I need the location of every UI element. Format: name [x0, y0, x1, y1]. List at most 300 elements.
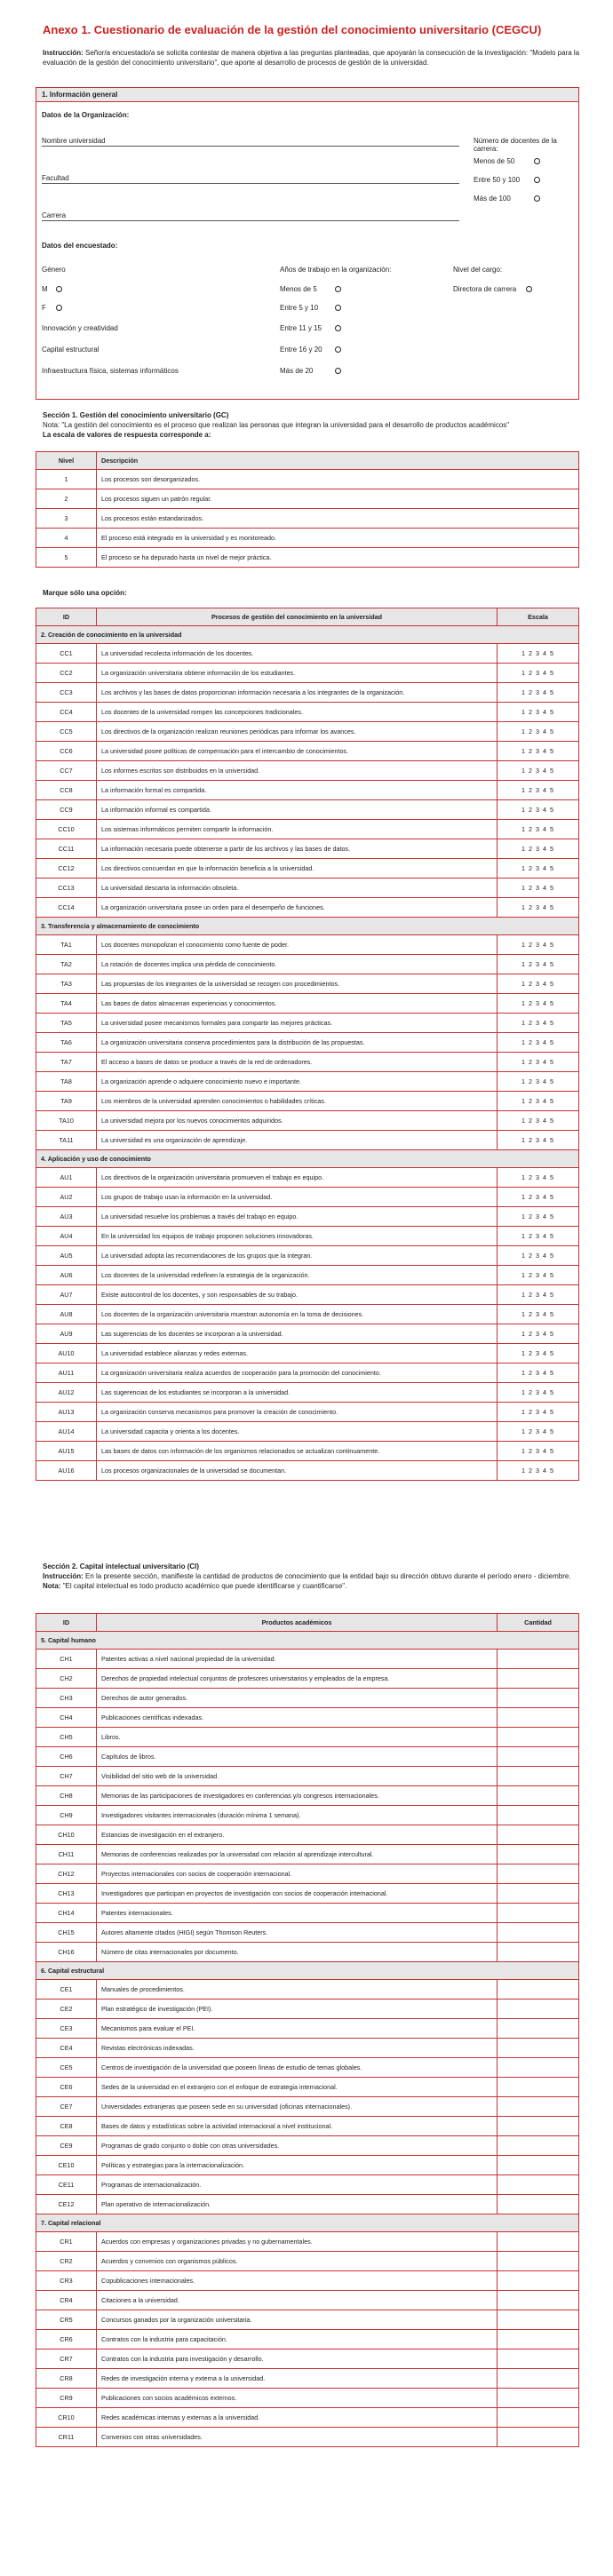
- ci-product: Redes de investigación interna y externa a la universidad.: [97, 2369, 498, 2389]
- capital-item-3: Infraestructura física, sistemas informáticos: [42, 367, 179, 375]
- ci-id: CR8: [36, 2369, 97, 2389]
- ci-id: CR2: [36, 2252, 97, 2271]
- gc-scale-options[interactable]: 1 2 3 4 5: [498, 800, 579, 820]
- gc-process: Los informes escritos son distribuidos en la universidad.: [97, 761, 498, 781]
- gc-row: [36, 1285, 579, 1305]
- gc-process: Los archivos y las bases de datos proporcionan información necesaria a los integrantes de la organización.: [97, 683, 498, 703]
- ci-id: CE11: [36, 2175, 97, 2195]
- years-option-5-radio[interactable]: [335, 368, 341, 374]
- gc-scale-options[interactable]: 1 2 3 4 5: [498, 761, 579, 781]
- ci-row: [36, 1845, 579, 1864]
- scale-level: 4: [36, 529, 97, 548]
- ci-quantity-field[interactable]: [498, 2330, 579, 2349]
- gc-process: La universidad es una organización de aprendizaje.: [97, 1131, 498, 1150]
- years-option-3-label: Entre 11 y 15: [280, 324, 322, 332]
- gc-row: [36, 1014, 579, 1033]
- gc-scale-options[interactable]: 1 2 3 4 5: [498, 1246, 579, 1266]
- years-option-2-radio[interactable]: [335, 305, 341, 311]
- gc-row: [36, 974, 579, 994]
- gc-scale-options[interactable]: 1 2 3 4 5: [498, 722, 579, 742]
- section2-note-text: "El capital intelectual es todo producto académico que puede identificarse y cuantificarse".: [62, 1582, 347, 1590]
- ci-table-header: [36, 1614, 579, 1632]
- ci-id: CR11: [36, 2428, 97, 2447]
- gc-id: AU3: [36, 1207, 97, 1227]
- years-option-2-label: Entre 5 y 10: [280, 304, 319, 312]
- gender-m-label: M: [42, 285, 48, 293]
- ci-row: [36, 1650, 579, 1669]
- scale-row: [36, 489, 579, 509]
- ci-quantity-field[interactable]: [498, 2175, 579, 2195]
- years-option-4-radio[interactable]: [335, 346, 341, 353]
- gc-id: AU16: [36, 1461, 97, 1481]
- gc-process: La organización universitaria posee un orden para el desempeño de funciones.: [97, 898, 498, 918]
- gc-scale-options[interactable]: 1 2 3 4 5: [498, 974, 579, 994]
- gc-id: AU7: [36, 1285, 97, 1305]
- ci-quantity-field[interactable]: [498, 2310, 579, 2330]
- gc-id: AU5: [36, 1246, 97, 1266]
- ci-id: CH14: [36, 1904, 97, 1923]
- gc-row: [36, 1131, 579, 1150]
- ci-group-title: 5. Capital humano: [36, 1632, 579, 1650]
- scale-row: [36, 548, 579, 568]
- gc-process: Existe autocontrol de los docentes, y son responsables de su trabajo.: [97, 1285, 498, 1305]
- gc-scale-options[interactable]: 1 2 3 4 5: [498, 781, 579, 800]
- gc-process: Los directivos de la organización realizan reuniones periódicas para informar los avances.: [97, 722, 498, 742]
- ci-quantity-field[interactable]: [498, 1786, 579, 1806]
- gc-id: TA5: [36, 1014, 97, 1033]
- gc-process: La organización universitaria realiza acuerdos de cooperación para la promoción del conocimiento.: [97, 1364, 498, 1383]
- gc-process: Los docentes de la universidad rompen las concepciones tradicionales.: [97, 703, 498, 722]
- section2-note-label: Nota:: [43, 1582, 61, 1590]
- ci-row: [36, 2428, 579, 2447]
- ci-product: Estancias de investigación en el extranjero.: [97, 1825, 498, 1845]
- ci-quantity-field[interactable]: [498, 1904, 579, 1923]
- gc-id: TA9: [36, 1092, 97, 1111]
- gc-scale-options[interactable]: 1 2 3 4 5: [498, 1364, 579, 1383]
- gc-row: [36, 935, 579, 955]
- gc-scale-options[interactable]: 1 2 3 4 5: [498, 742, 579, 761]
- section1-heading: [43, 410, 585, 440]
- gc-id: TA4: [36, 994, 97, 1014]
- scale-level: 2: [36, 489, 97, 509]
- ci-id: CH4: [36, 1708, 97, 1728]
- ci-quantity-field[interactable]: [498, 2156, 579, 2175]
- faculty-label: Facultad: [42, 174, 69, 182]
- gc-scale-options[interactable]: 1 2 3 4 5: [498, 1014, 579, 1033]
- section2-instruction-text: En la presente sección, manifieste la cantidad de productos de conocimiento que la entidad bajo su dirección obtuvo durante el período enero - diciembre.: [85, 1572, 571, 1580]
- ci-id: CH15: [36, 1923, 97, 1943]
- gc-row: [36, 1188, 579, 1207]
- career-field[interactable]: [42, 220, 459, 221]
- ci-id: CH12: [36, 1864, 97, 1884]
- gc-process: La rotación de docentes implica una pérdida de conocimiento.: [97, 955, 498, 974]
- ci-quantity-field[interactable]: [498, 2291, 579, 2310]
- gc-process: La universidad posee políticas de compensación para el intercambio de conocimientos.: [97, 742, 498, 761]
- gc-id: TA6: [36, 1033, 97, 1053]
- gc-process: La universidad adopta las recomendaciones de los grupos que la integran.: [97, 1246, 498, 1266]
- gc-process: La universidad establece alianzas y redes externas.: [97, 1344, 498, 1364]
- gc-process: La universidad capacita y orienta a los docentes.: [97, 1422, 498, 1442]
- ci-id: CE1: [36, 1980, 97, 2000]
- ci-row: [36, 2330, 579, 2349]
- scale-row: [36, 529, 579, 548]
- gc-process: La universidad recolecta información de los docentes.: [97, 644, 498, 664]
- gc-scale-options[interactable]: 1 2 3 4 5: [498, 1207, 579, 1227]
- gc-id: CC13: [36, 879, 97, 898]
- gc-scale-options[interactable]: 1 2 3 4 5: [498, 1324, 579, 1344]
- gc-process: La información formal es compartida.: [97, 781, 498, 800]
- ci-row: [36, 2156, 579, 2175]
- ci-id: CH1: [36, 1650, 97, 1669]
- ci-header-id: ID: [36, 1614, 97, 1632]
- ci-row: [36, 2058, 579, 2078]
- gc-process: Los directivos de la organización universitaria promueven el trabajo en equipo.: [97, 1168, 498, 1188]
- ci-product: Redes académicas internas y externas a la universidad.: [97, 2408, 498, 2428]
- ci-product: Universidades extranjeras que poseen sede en su universidad (oficinas internacionales).: [97, 2097, 498, 2117]
- ci-row: [36, 2389, 579, 2408]
- ci-row: [36, 2175, 579, 2195]
- gc-group-row: [36, 626, 579, 644]
- ci-product: Plan estratégico de investigación (PEI).: [97, 2000, 498, 2019]
- gc-scale-options[interactable]: 1 2 3 4 5: [498, 1442, 579, 1461]
- gc-scale-options[interactable]: 1 2 3 4 5: [498, 1403, 579, 1422]
- ci-quantity-field[interactable]: [498, 1806, 579, 1825]
- ci-id: CR9: [36, 2389, 97, 2408]
- gc-id: CC5: [36, 722, 97, 742]
- gc-scale-options[interactable]: 1 2 3 4 5: [498, 1227, 579, 1246]
- scale-row: [36, 509, 579, 529]
- gc-row: [36, 898, 579, 918]
- teachers-option-2-radio[interactable]: [534, 177, 540, 183]
- ci-id: CH7: [36, 1767, 97, 1786]
- ci-product: Investigadores visitantes internacionales (duración mínima 1 semana).: [97, 1806, 498, 1825]
- scale-level: 1: [36, 470, 97, 489]
- gc-id: CC6: [36, 742, 97, 761]
- faculty-field[interactable]: [42, 183, 459, 184]
- gc-row: [36, 1246, 579, 1266]
- gc-row: [36, 1344, 579, 1364]
- gc-id: TA11: [36, 1131, 97, 1150]
- gc-scale-options[interactable]: 1 2 3 4 5: [498, 839, 579, 859]
- ci-quantity-field[interactable]: [498, 1767, 579, 1786]
- gc-scale-options[interactable]: 1 2 3 4 5: [498, 1285, 579, 1305]
- ci-quantity-field[interactable]: [498, 2136, 579, 2156]
- section1-scale-title: La escala de valores de respuesta corresponde a:: [43, 431, 211, 439]
- gc-table-header: [36, 608, 579, 626]
- gc-id: AU1: [36, 1168, 97, 1188]
- gc-process: Las bases de datos con información de los organismos relacionados se actualizan continuamente.: [97, 1442, 498, 1461]
- gc-scale-options[interactable]: 1 2 3 4 5: [498, 1383, 579, 1403]
- ci-product: Patentes activas a nivel nacional propiedad de la universidad.: [97, 1650, 498, 1669]
- gc-scale-options[interactable]: 1 2 3 4 5: [498, 935, 579, 955]
- gc-row: [36, 722, 579, 742]
- gc-process: La organización conserva mecanismos para promover la creación de conocimiento.: [97, 1403, 498, 1422]
- gc-row: [36, 1461, 579, 1481]
- scale-description: El proceso está integrado en la universidad y es monitoreado.: [97, 529, 579, 548]
- gc-process: Las bases de datos almacenan experiencias y conocimientos.: [97, 994, 498, 1014]
- ci-product: Patentes internacionales.: [97, 1904, 498, 1923]
- ci-quantity-field[interactable]: [498, 2349, 579, 2369]
- gc-scale-options[interactable]: 1 2 3 4 5: [498, 683, 579, 703]
- ci-row: [36, 1669, 579, 1689]
- ci-quantity-field[interactable]: [498, 1825, 579, 1845]
- gc-id: CC8: [36, 781, 97, 800]
- gc-id: AU11: [36, 1364, 97, 1383]
- ci-product: Publicaciones con socios académicos externos.: [97, 2389, 498, 2408]
- ci-id: CR7: [36, 2349, 97, 2369]
- gc-row: [36, 1072, 579, 1092]
- gender-f-radio[interactable]: [56, 305, 62, 311]
- gc-scale-options[interactable]: 1 2 3 4 5: [498, 1305, 579, 1324]
- gc-scale-options[interactable]: 1 2 3 4 5: [498, 1266, 579, 1285]
- gc-scale-options[interactable]: 1 2 3 4 5: [498, 644, 579, 664]
- ci-product: Copublicaciones internacionales.: [97, 2271, 498, 2291]
- ci-quantity-field[interactable]: [498, 1864, 579, 1884]
- gc-group-title: 3. Transferencia y almacenamiento de conocimiento: [36, 918, 579, 935]
- ci-product: Derechos de propiedad intelectual conjuntos de profesores universitarios y empleados de la empresa.: [97, 1669, 498, 1689]
- gc-id: TA7: [36, 1053, 97, 1072]
- gc-row: [36, 994, 579, 1014]
- gc-row: [36, 800, 579, 820]
- ci-quantity-field[interactable]: [498, 2195, 579, 2214]
- gc-group-title: 4. Aplicación y uso de conocimiento: [36, 1150, 579, 1168]
- ci-quantity-field[interactable]: [498, 2058, 579, 2078]
- years-label: Años de trabajo en la organización:: [280, 266, 392, 274]
- gc-scale-options[interactable]: 1 2 3 4 5: [498, 1033, 579, 1053]
- ci-quantity-field[interactable]: [498, 1728, 579, 1747]
- gc-row: [36, 879, 579, 898]
- scale-header-description: Descripción: [97, 452, 579, 470]
- gc-row: [36, 955, 579, 974]
- ci-row: [36, 2195, 579, 2214]
- ci-id: CR4: [36, 2291, 97, 2310]
- gc-scale-options[interactable]: 1 2 3 4 5: [498, 1131, 579, 1150]
- ci-id: CR5: [36, 2310, 97, 2330]
- section1-note: Nota: "La gestión del conocimiento es el proceso que realizan las personas que integran la universidad para el desarrollo de productos académicos": [43, 421, 510, 429]
- ci-quantity-field[interactable]: [498, 2389, 579, 2408]
- ci-id: CE12: [36, 2195, 97, 2214]
- intro-text: Señor/a encuestado/a se solicita contestar de manera objetiva a las preguntas planteadas, que apoyarán la consecución de la investigación: "Modelo para la evaluación de la gestión del conocimiento universitario", que aporte al desarrollo de procesos de gestión de la universidad.: [43, 49, 580, 67]
- ci-quantity-field[interactable]: [498, 1650, 579, 1669]
- ci-row: [36, 1767, 579, 1786]
- gc-row: [36, 1442, 579, 1461]
- gc-header-process: Procesos de gestión del conocimiento en la universidad: [97, 608, 498, 626]
- gc-scale-options[interactable]: 1 2 3 4 5: [498, 1053, 579, 1072]
- ci-row: [36, 2078, 579, 2097]
- ci-product: Convenios con otras universidades.: [97, 2428, 498, 2447]
- section2-heading: [43, 1562, 585, 1591]
- ci-product: Investigadores que participan en proyectos de investigación con socios de cooperación internacional.: [97, 1884, 498, 1904]
- gc-scale-options[interactable]: 1 2 3 4 5: [498, 664, 579, 683]
- gc-scale-options[interactable]: 1 2 3 4 5: [498, 1188, 579, 1207]
- ci-quantity-field[interactable]: [498, 2117, 579, 2136]
- years-option-3-radio[interactable]: [335, 325, 341, 331]
- ci-quantity-field[interactable]: [498, 1747, 579, 1767]
- position-option-1-radio[interactable]: [526, 286, 532, 292]
- ci-quantity-field[interactable]: [498, 1669, 579, 1689]
- gc-scale-options[interactable]: 1 2 3 4 5: [498, 703, 579, 722]
- scale-header-level: Nivel: [36, 452, 97, 470]
- ci-group-row: [36, 2214, 579, 2232]
- ci-quantity-field[interactable]: [498, 2369, 579, 2389]
- gc-id: CC14: [36, 898, 97, 918]
- ci-id: CE7: [36, 2097, 97, 2117]
- ci-product: Contratos con la industria para capacitación.: [97, 2330, 498, 2349]
- ci-row: [36, 2349, 579, 2369]
- gc-process: Los procesos organizacionales de la universidad se documentan.: [97, 1461, 498, 1481]
- gc-row: [36, 1033, 579, 1053]
- teachers-option-3-radio[interactable]: [534, 195, 540, 202]
- gc-scale-options[interactable]: 1 2 3 4 5: [498, 1111, 579, 1131]
- gc-process: El acceso a bases de datos se produce a través de la red de ordenadores.: [97, 1053, 498, 1072]
- ci-row: [36, 1923, 579, 1943]
- gc-table: [36, 608, 579, 1481]
- ci-id: CE4: [36, 2039, 97, 2058]
- university-name-label: Nombre universidad: [42, 137, 106, 145]
- ci-quantity-field[interactable]: [498, 2408, 579, 2428]
- gc-scale-options[interactable]: 1 2 3 4 5: [498, 1344, 579, 1364]
- ci-quantity-field[interactable]: [498, 2000, 579, 2019]
- gc-id: AU9: [36, 1324, 97, 1344]
- gc-id: TA10: [36, 1111, 97, 1131]
- ci-product: Libros.: [97, 1728, 498, 1747]
- ci-quantity-field[interactable]: [498, 2252, 579, 2271]
- gc-row: [36, 1168, 579, 1188]
- gc-row: [36, 1227, 579, 1246]
- gc-group-title: 2. Creación de conocimiento en la universidad: [36, 626, 579, 644]
- years-option-1-label: Menos de 5: [280, 285, 317, 293]
- ci-quantity-field[interactable]: [498, 2078, 579, 2097]
- teachers-option-1-radio[interactable]: [534, 158, 540, 164]
- section2-instruction: [43, 1571, 585, 1581]
- ci-group-row: [36, 1962, 579, 1980]
- gc-id: TA2: [36, 955, 97, 974]
- gc-scale-options[interactable]: 1 2 3 4 5: [498, 1422, 579, 1442]
- scale-description: El proceso se ha depurado hasta un nivel de mejor práctica.: [97, 548, 579, 568]
- gc-id: CC1: [36, 644, 97, 664]
- ci-quantity-field[interactable]: [498, 2428, 579, 2447]
- ci-quantity-field[interactable]: [498, 1980, 579, 2000]
- gc-process: La información informal es compartida.: [97, 800, 498, 820]
- gc-process: Los grupos de trabajo usan la información en la universidad.: [97, 1188, 498, 1207]
- ci-quantity-field[interactable]: [498, 2232, 579, 2252]
- career-label: Carrera: [42, 211, 67, 219]
- gc-id: AU6: [36, 1266, 97, 1285]
- ci-row: [36, 1980, 579, 2000]
- gc-group-row: [36, 918, 579, 935]
- ci-row: [36, 2117, 579, 2136]
- ci-quantity-field[interactable]: [498, 2019, 579, 2039]
- ci-quantity-field[interactable]: [498, 2271, 579, 2291]
- ci-row: [36, 2039, 579, 2058]
- gc-row: [36, 1111, 579, 1131]
- ci-quantity-field[interactable]: [498, 1708, 579, 1728]
- section2-instruction-label: Instrucción:: [43, 1572, 84, 1580]
- gc-process: Los directivos concuerdan en que la información beneficia a la universidad.: [97, 859, 498, 879]
- gc-scale-options[interactable]: 1 2 3 4 5: [498, 879, 579, 898]
- ci-header-product: Productos académicos: [97, 1614, 498, 1632]
- gc-row: [36, 781, 579, 800]
- ci-id: CE9: [36, 2136, 97, 2156]
- ci-id: CE10: [36, 2156, 97, 2175]
- ci-product: Manuales de procedimientos.: [97, 1980, 498, 2000]
- gc-id: AU2: [36, 1188, 97, 1207]
- ci-row: [36, 1884, 579, 1904]
- ci-id: CH6: [36, 1747, 97, 1767]
- gc-row: [36, 1364, 579, 1383]
- ci-product: Concursos ganados por la organización universitaria.: [97, 2310, 498, 2330]
- scale-description: Los procesos están estandarizados.: [97, 509, 579, 529]
- gc-header-scale: Escala: [498, 608, 579, 626]
- gc-row: [36, 664, 579, 683]
- ci-product: Políticas y estrategias para la internacionalización.: [97, 2156, 498, 2175]
- ci-product: Proyectos internacionales con socios de cooperación internacional.: [97, 1864, 498, 1884]
- ci-row: [36, 1825, 579, 1845]
- gc-id: CC9: [36, 800, 97, 820]
- ci-product: Programas de grado conjunto o doble con otras universidades.: [97, 2136, 498, 2156]
- scale-description: Los procesos son desorganizados.: [97, 470, 579, 489]
- ci-quantity-field[interactable]: [498, 1943, 579, 1962]
- ci-id: CH5: [36, 1728, 97, 1747]
- ci-quantity-field[interactable]: [498, 1884, 579, 1904]
- gc-scale-options[interactable]: 1 2 3 4 5: [498, 1092, 579, 1111]
- section2-note: [43, 1581, 585, 1591]
- university-name-field[interactable]: [42, 146, 459, 147]
- gc-row: [36, 1266, 579, 1285]
- gc-process: Los miembros de la universidad aprenden conocimientos o habilidades críticas.: [97, 1092, 498, 1111]
- ci-quantity-field[interactable]: [498, 1689, 579, 1708]
- gc-id: CC2: [36, 664, 97, 683]
- ci-quantity-field[interactable]: [498, 2097, 579, 2117]
- gc-id: AU14: [36, 1422, 97, 1442]
- ci-product: Memorias de conferencias realizadas por la universidad con relación al aprendizaje intercultural.: [97, 1845, 498, 1864]
- ci-id: CH10: [36, 1825, 97, 1845]
- gc-scale-options[interactable]: 1 2 3 4 5: [498, 955, 579, 974]
- scale-table: [36, 451, 579, 568]
- gc-id: CC10: [36, 820, 97, 839]
- gc-row: [36, 1207, 579, 1227]
- ci-row: [36, 2019, 579, 2039]
- ci-quantity-field[interactable]: [498, 1923, 579, 1943]
- intro-paragraph: [43, 48, 585, 68]
- gc-row: [36, 820, 579, 839]
- section1-title: Sección 1. Gestión del conocimiento universitario (GC): [43, 411, 229, 419]
- gc-process: Los sistemas informáticos permiten compartir la información.: [97, 820, 498, 839]
- gc-header-id: ID: [36, 608, 97, 626]
- years-option-1-radio[interactable]: [335, 286, 341, 292]
- gc-scale-options[interactable]: 1 2 3 4 5: [498, 820, 579, 839]
- position-option-1-label: Directora de carrera: [453, 285, 517, 293]
- gc-row: [36, 1383, 579, 1403]
- gc-id: AU8: [36, 1305, 97, 1324]
- ci-row: [36, 2310, 579, 2330]
- gc-row: [36, 839, 579, 859]
- gc-scale-options[interactable]: 1 2 3 4 5: [498, 1461, 579, 1481]
- gc-process: En la universidad los equipos de trabajo proponen soluciones innovadoras.: [97, 1227, 498, 1246]
- ci-group-title: 6. Capital estructural: [36, 1962, 579, 1980]
- gc-scale-options[interactable]: 1 2 3 4 5: [498, 898, 579, 918]
- gc-scale-options[interactable]: 1 2 3 4 5: [498, 994, 579, 1014]
- ci-quantity-field[interactable]: [498, 1845, 579, 1864]
- gc-scale-options[interactable]: 1 2 3 4 5: [498, 859, 579, 879]
- gender-m-radio[interactable]: [56, 286, 62, 292]
- ci-row: [36, 2097, 579, 2117]
- gc-scale-options[interactable]: 1 2 3 4 5: [498, 1168, 579, 1188]
- gc-id: TA3: [36, 974, 97, 994]
- gc-scale-options[interactable]: 1 2 3 4 5: [498, 1072, 579, 1092]
- ci-quantity-field[interactable]: [498, 2039, 579, 2058]
- ci-row: [36, 1747, 579, 1767]
